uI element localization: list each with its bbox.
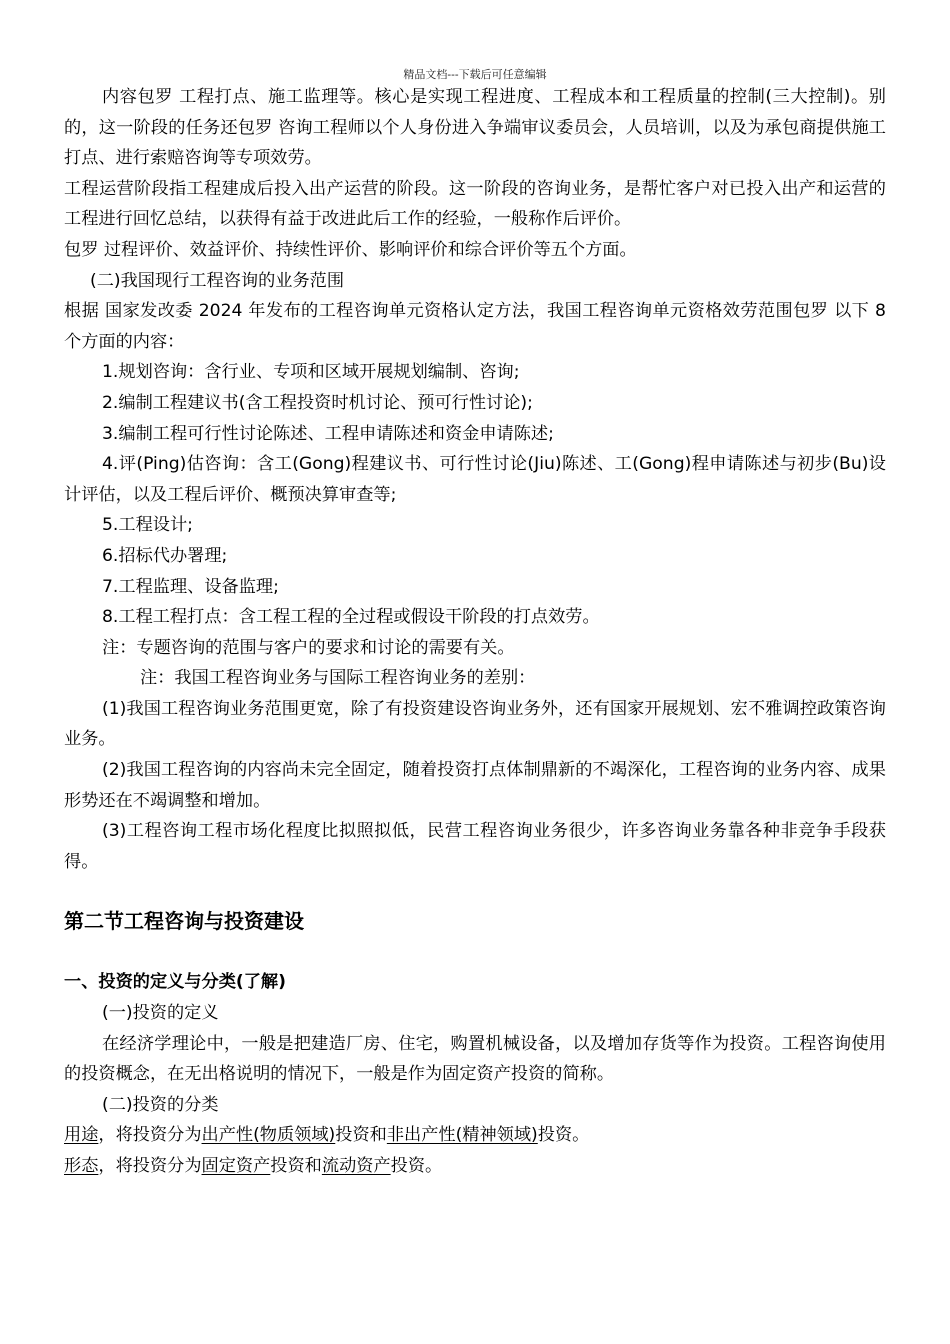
subsection-heading: (二)投资的分类 (102, 1094, 219, 1115)
subsection-heading: (二)我国现行工程咨询的业务范围 (90, 270, 345, 291)
paragraph: 在经济学理论中，一般是把建造厂房、住宅，购置机械设备，以及增加存货等作为投资。工程咨询使用的投资概念，在无出格说明的情况下，一般是作为固定资产投资的简称。 (64, 1033, 886, 1085)
list-item: 7.工程监理、设备监理; (102, 576, 279, 597)
difference-item: (1)我国工程咨询业务范围更宽，除了有投资建设咨询业务外，还有国家开展规划、宏不雅调控政策咨询业务。 (64, 698, 886, 750)
difference-item: (2)我国工程咨询的内容尚未完全固定，随着投资打点体制鼎新的不竭深化，工程咨询的业务内容、成果形势还在不竭调整和增加。 (64, 760, 886, 811)
underlined-term: 形态 (64, 1156, 99, 1176)
list-item: 3.编制工程可行性讨论陈述、工程申请陈述和资金申请陈述; (102, 423, 554, 444)
underlined-term: 非出产性(精神领域) (386, 1125, 538, 1146)
underlined-term: 流动资产 (321, 1156, 391, 1176)
paragraph: 内容包罗 工程打点、施工监理等。核心是实现工程进度、工程成本和工程质量的控制(三大控制)。别的，这一阶段的任务还包罗 咨询工程师以个人身份进入争端审议委员会，人员培训，以及为承包商提供施工打点、进行索赔咨询等专项效劳。 (64, 87, 886, 169)
list-item: 2.编制工程建议书(含工程投资时机讨论、预可行性讨论); (102, 392, 533, 413)
text-run: ，将投资分为 (98, 1125, 202, 1146)
page-header: 精品文档---下载后可任意编辑 (403, 68, 547, 81)
text-run: 投资和 (270, 1156, 322, 1176)
list-item: 4.评(Ping)估咨询：含工(Gong)程建议书、可行性讨论(Jiu)陈述、工(Gong)程申请陈述与初步(Bu)设计评估，以及工程后评价、概预决算审查等; (64, 454, 886, 505)
list-item: 1.规划咨询：含行业、专项和区域开展规划编制、咨询; (102, 362, 520, 383)
underlined-term: 出产性(物质领域) (201, 1125, 336, 1146)
document-body (64, 82, 886, 1182)
paragraph: 根据 国家发改委 2024 年发布的工程咨询单元资格认定方法，我国工程咨询单元资格效劳范围包罗 以下 8 个方面的内容： (64, 301, 886, 352)
text-run: 投资和 (335, 1125, 387, 1146)
note: 注：专题咨询的范围与客户的要求和讨论的需要有关。 (102, 637, 515, 658)
paragraph: 包罗 过程评价、效益评价、持续性评价、影响评价和综合评价等五个方面。 (64, 239, 637, 260)
section-title: 第二节工程咨询与投资建设 (64, 909, 304, 934)
difference-item: (3)工程咨询工程市场化程度比拟照拟低，民营工程咨询业务很少，许多咨询业务靠各种非竞争手段获得。 (64, 821, 886, 872)
paragraph: 工程运营阶段指工程建成后投入出产运营的阶段。这一阶段的咨询业务，是帮忙客户对已投入出产和运营的工程进行回忆总结，以获得有益于改进此后工作的经验，一般称作后评价。 (64, 178, 886, 230)
note: 注：我国工程咨询业务与国际工程咨询业务的差别： (140, 668, 536, 689)
subsection-heading: (一)投资的定义 (102, 1003, 219, 1024)
list-item: 5.工程设计; (102, 515, 193, 536)
underlined-term: 用途 (64, 1125, 99, 1146)
text-run: ，将投资分为 (98, 1156, 202, 1176)
text-run: 投资。 (390, 1156, 443, 1176)
classification-line (64, 1151, 886, 1182)
list-item: 6.招标代办署理; (102, 545, 228, 566)
classification-line (64, 1120, 886, 1151)
section-subtitle: 一、投资的定义与分类(了解) (64, 972, 286, 993)
list-item: 8.工程工程打点：含工程工程的全过程或假设干阶段的打点效劳。 (102, 607, 600, 628)
text-run: 投资。 (537, 1125, 590, 1146)
underlined-term: 固定资产 (201, 1156, 271, 1176)
